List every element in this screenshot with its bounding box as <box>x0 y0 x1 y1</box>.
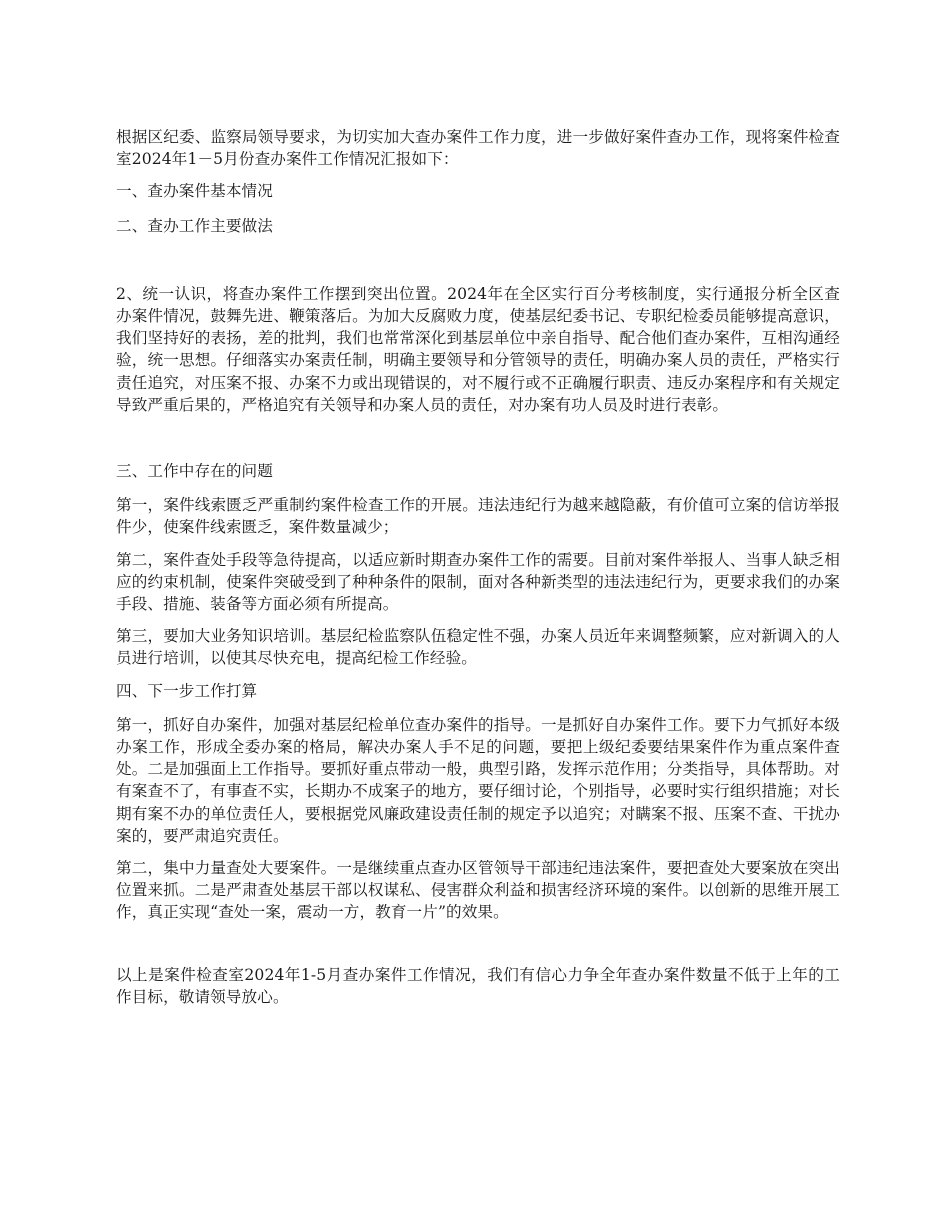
conclusion-paragraph: 以上是案件检查室2024年1-5月查办案件工作情况，我们有信心力争全年查办案件数量不低于上年的工作目标，敬请领导放心。 <box>116 965 840 1006</box>
section1-heading: 一、查办案件基本情况 <box>116 182 273 201</box>
section4-paragraph-2: 第二，集中力量查处大要案件。一是继续重点查办区管领导干部违纪违法案件，要把查处大要案放在突出位置来抓。二是严肃查处基层干部以权谋私、侵害群众利益和损害经济环境的案件。以创新的思维开展工作，真正实现“查处一案，震动一方，教育一片”的效果。 <box>116 859 840 922</box>
section2-heading: 二、查办工作主要做法 <box>116 216 273 235</box>
blank-spacer <box>116 426 840 460</box>
intro-paragraph: 根据区纪委、监察局领导要求，为切实加大查办案件工作力度，进一步做好案件查办工作，现将案件检查室2024年1－5月份查办案件工作情况汇报如下： <box>116 128 840 169</box>
section2-paragraph-2: 2、统一认识，将查办案件工作摆到突出位置。2024年在全区实行百分考核制度，实行通报分析全区查办案件情况，鼓舞先进、鞭策落后。为加大反腐败力度，使基层纪委书记、专职纪检委员能够提高意识，我们坚持好的表扬，差的批判，我们也常常深化到基层单位中亲自指导、配合他们查办案件，互相沟通经验，统一思想。仔细落实办案责任制，明确主要领导和分管领导的责任，明确办案人员的责任，严格实行责任追究，对压案不报、办案不力或出现错误的，对不履行或不正确履行职责、违反办案程序和有关规定导致严重后果的，严格追究有关领导和办案人员的责任，对办案有功人员及时进行表彰。 <box>116 284 840 414</box>
section3-paragraph-2: 第二，案件查处手段等急待提高，以适应新时期查办案件工作的需要。目前对案件举报人、当事人缺乏相应的约束机制，使案件突破受到了种种条件的限制，面对各种新类型的违法违纪行为，更要求我们的办案手段、措施、装备等方面必须有所提高。 <box>116 550 840 614</box>
section4-heading: 四、下一步工作打算 <box>116 681 258 700</box>
blank-spacer <box>116 249 840 283</box>
document-body <box>116 126 840 1018</box>
section3-paragraph-3: 第三，要加大业务知识培训。基层纪检监察队伍稳定性不强，办案人员近年来调整频繁，应对新调入的人员进行培训，以使其尽快充电，提高纪检工作经验。 <box>116 627 840 668</box>
blank-spacer <box>116 934 840 964</box>
section3-heading: 三、工作中存在的问题 <box>116 462 273 481</box>
section4-paragraph-1: 第一，抓好自办案件，加强对基层纪检单位查办案件的指导。一是抓好自办案件工作。要下力气抓好本级办案工作，形成全委办案的格局，解决办案人手不足的问题，要把上级纪委要结果案件作为重点案件查处。二是加强面上工作指导。要抓好重点带动一般，典型引路，发挥示范作用；分类指导，具体帮助。对有案查不了，有事查不实，长期办不成案子的地方，要仔细讨论，个别指导，必要时实行组织措施；对长期有案不办的单位责任人，要根据党风廉政建设责任制的规定予以追究；对瞒案不报、压案不查、干扰办案的，要严肃追究责任。 <box>116 715 840 845</box>
section3-paragraph-1: 第一，案件线索匮乏严重制约案件检查工作的开展。违法违纪行为越来越隐蔽，有价值可立案的信访举报件少，使案件线索匮乏，案件数量减少； <box>116 496 840 537</box>
